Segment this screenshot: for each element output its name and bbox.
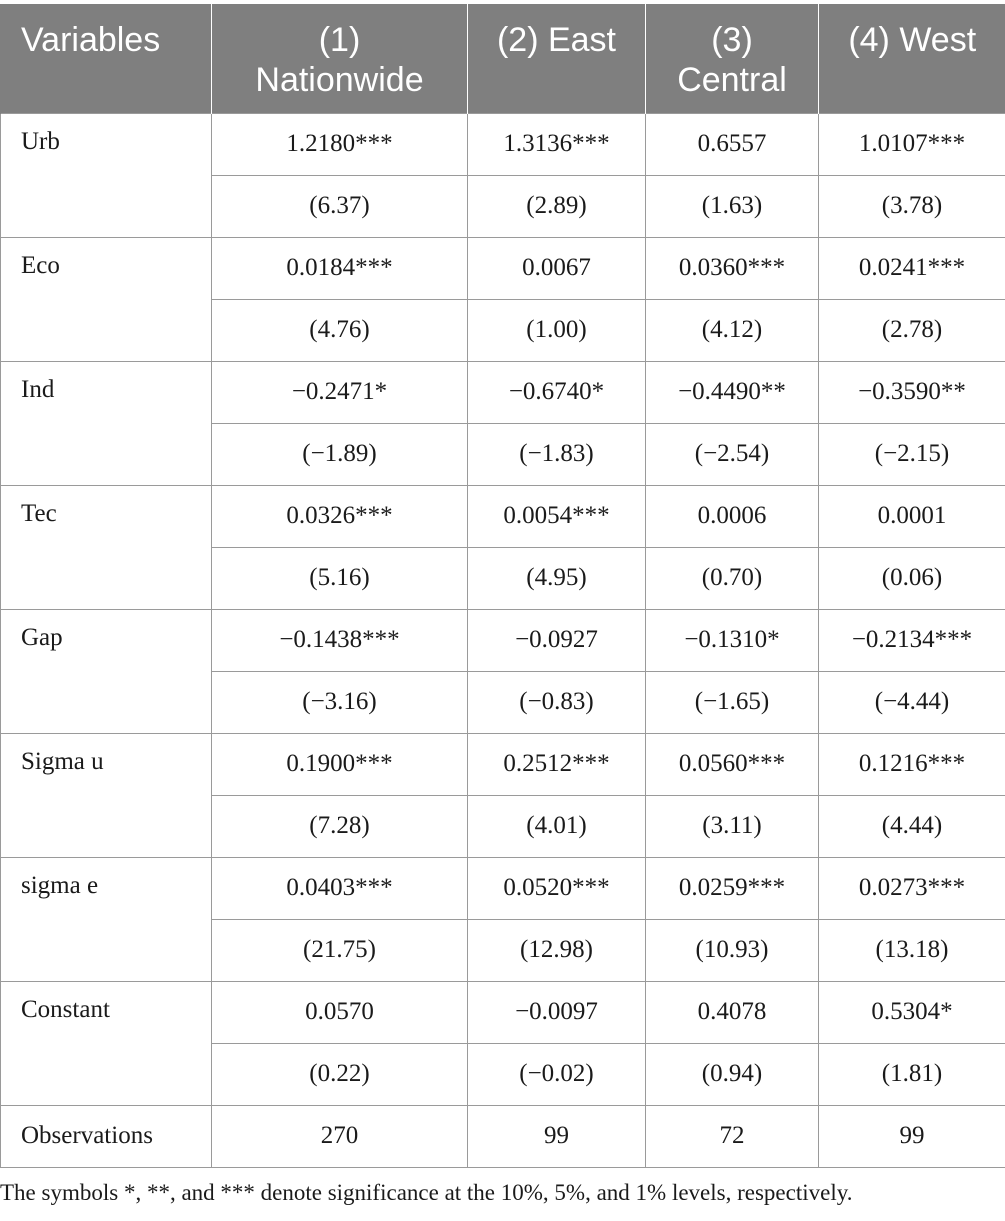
observations-cell: 270 — [212, 1105, 468, 1167]
tstat-cell: (−0.02) — [468, 1043, 646, 1105]
header-line: Central — [677, 61, 787, 99]
table-header — [1, 4, 1005, 113]
coefficient-cell: −0.2134*** — [819, 609, 1005, 671]
tstat-cell: (−1.65) — [646, 671, 819, 733]
tstat-cell: (0.06) — [819, 547, 1005, 609]
tstat-cell: (21.75) — [212, 919, 468, 981]
tstat-cell: (−1.83) — [468, 423, 646, 485]
header-line: (2) East — [496, 21, 617, 59]
coefficient-cell: 0.0001 — [819, 485, 1005, 547]
coefficient-cell: 0.0241*** — [819, 237, 1005, 299]
observations-cell: 99 — [819, 1105, 1005, 1167]
coefficient-cell: −0.3590** — [819, 361, 1005, 423]
coefficient-cell: 0.6557 — [646, 113, 819, 175]
tstat-cell: (2.78) — [819, 299, 1005, 361]
coefficient-cell: −0.0927 — [468, 609, 646, 671]
observations-label: Observations — [1, 1105, 212, 1167]
coefficient-cell: −0.6740* — [468, 361, 646, 423]
tstat-cell: (−2.15) — [819, 423, 1005, 485]
table-row-coefficient — [1, 361, 1005, 423]
coefficient-cell: 1.0107*** — [819, 113, 1005, 175]
tstat-cell: (3.78) — [819, 175, 1005, 237]
variable-label: Sigma u — [1, 733, 212, 857]
tstat-cell: (2.89) — [468, 175, 646, 237]
tstat-cell: (4.76) — [212, 299, 468, 361]
table-row-observations — [1, 1105, 1005, 1167]
variable-label: Eco — [1, 237, 212, 361]
header-variables — [1, 4, 212, 113]
tstat-cell: (4.01) — [468, 795, 646, 857]
observations-cell: 99 — [468, 1105, 646, 1167]
coefficient-cell: 0.0067 — [468, 237, 646, 299]
coefficient-cell: 1.2180*** — [212, 113, 468, 175]
table-row-coefficient — [1, 113, 1005, 175]
tstat-cell: (1.81) — [819, 1043, 1005, 1105]
regression-results-table — [0, 4, 1005, 1168]
coefficient-cell: 0.0560*** — [646, 733, 819, 795]
table-row-coefficient — [1, 485, 1005, 547]
tstat-cell: (10.93) — [646, 919, 819, 981]
coefficient-cell: 0.0273*** — [819, 857, 1005, 919]
coefficient-cell: 0.0520*** — [468, 857, 646, 919]
coefficient-cell: −0.1310* — [646, 609, 819, 671]
header-row — [1, 4, 1005, 113]
table-row-coefficient — [1, 733, 1005, 795]
coefficient-cell: 0.0403*** — [212, 857, 468, 919]
tstat-cell: (0.70) — [646, 547, 819, 609]
coefficient-cell: −0.2471* — [212, 361, 468, 423]
tstat-cell: (4.44) — [819, 795, 1005, 857]
table-body — [1, 113, 1005, 1167]
tstat-cell: (12.98) — [468, 919, 646, 981]
tstat-cell: (1.00) — [468, 299, 646, 361]
table-row-coefficient — [1, 237, 1005, 299]
variable-label: Urb — [1, 113, 212, 237]
header-central — [646, 4, 819, 113]
tstat-cell: (6.37) — [212, 175, 468, 237]
variable-label: Tec — [1, 485, 212, 609]
tstat-cell: (7.28) — [212, 795, 468, 857]
coefficient-cell: 0.0054*** — [468, 485, 646, 547]
coefficient-cell: 0.5304* — [819, 981, 1005, 1043]
coefficient-cell: 0.2512*** — [468, 733, 646, 795]
coefficient-cell: 0.0326*** — [212, 485, 468, 547]
variable-label: Ind — [1, 361, 212, 485]
coefficient-cell: 0.1900*** — [212, 733, 468, 795]
header-nationwide — [212, 4, 468, 113]
coefficient-cell: 0.4078 — [646, 981, 819, 1043]
table-row-coefficient — [1, 981, 1005, 1043]
tstat-cell: (−1.89) — [212, 423, 468, 485]
table-row-coefficient — [1, 857, 1005, 919]
variable-label: Gap — [1, 609, 212, 733]
tstat-cell: (1.63) — [646, 175, 819, 237]
header-line: (4) West — [848, 21, 977, 59]
tstat-cell: (4.95) — [468, 547, 646, 609]
coefficient-cell: 0.1216*** — [819, 733, 1005, 795]
tstat-cell: (−3.16) — [212, 671, 468, 733]
coefficient-cell: 0.0259*** — [646, 857, 819, 919]
tstat-cell: (4.12) — [646, 299, 819, 361]
coefficient-cell: −0.1438*** — [212, 609, 468, 671]
tstat-cell: (0.22) — [212, 1043, 468, 1105]
tstat-cell: (13.18) — [819, 919, 1005, 981]
coefficient-cell: 1.3136*** — [468, 113, 646, 175]
tstat-cell: (3.11) — [646, 795, 819, 857]
coefficient-cell: 0.0184*** — [212, 237, 468, 299]
tstat-cell: (−2.54) — [646, 423, 819, 485]
coefficient-cell: 0.0006 — [646, 485, 819, 547]
coefficient-cell: −0.4490** — [646, 361, 819, 423]
coefficient-cell: 0.0570 — [212, 981, 468, 1043]
coefficient-cell: 0.0360*** — [646, 237, 819, 299]
observations-cell: 72 — [646, 1105, 819, 1167]
variable-label: Constant — [1, 981, 212, 1105]
variable-label: sigma e — [1, 857, 212, 981]
coefficient-cell: −0.0097 — [468, 981, 646, 1043]
header-line: Variables — [21, 21, 161, 59]
header-east — [468, 4, 646, 113]
header-west — [819, 4, 1005, 113]
tstat-cell: (−4.44) — [819, 671, 1005, 733]
header-line: (3) — [711, 21, 753, 59]
tstat-cell: (0.94) — [646, 1043, 819, 1105]
table-footnote: The symbols *, **, and *** denote significance at the 10%, 5%, and 1% levels, respectively. — [0, 1180, 853, 1205]
tstat-cell: (5.16) — [212, 547, 468, 609]
tstat-cell: (−0.83) — [468, 671, 646, 733]
header-line: Nationwide — [255, 61, 424, 99]
header-line: (1) — [318, 21, 361, 59]
table-row-coefficient — [1, 609, 1005, 671]
